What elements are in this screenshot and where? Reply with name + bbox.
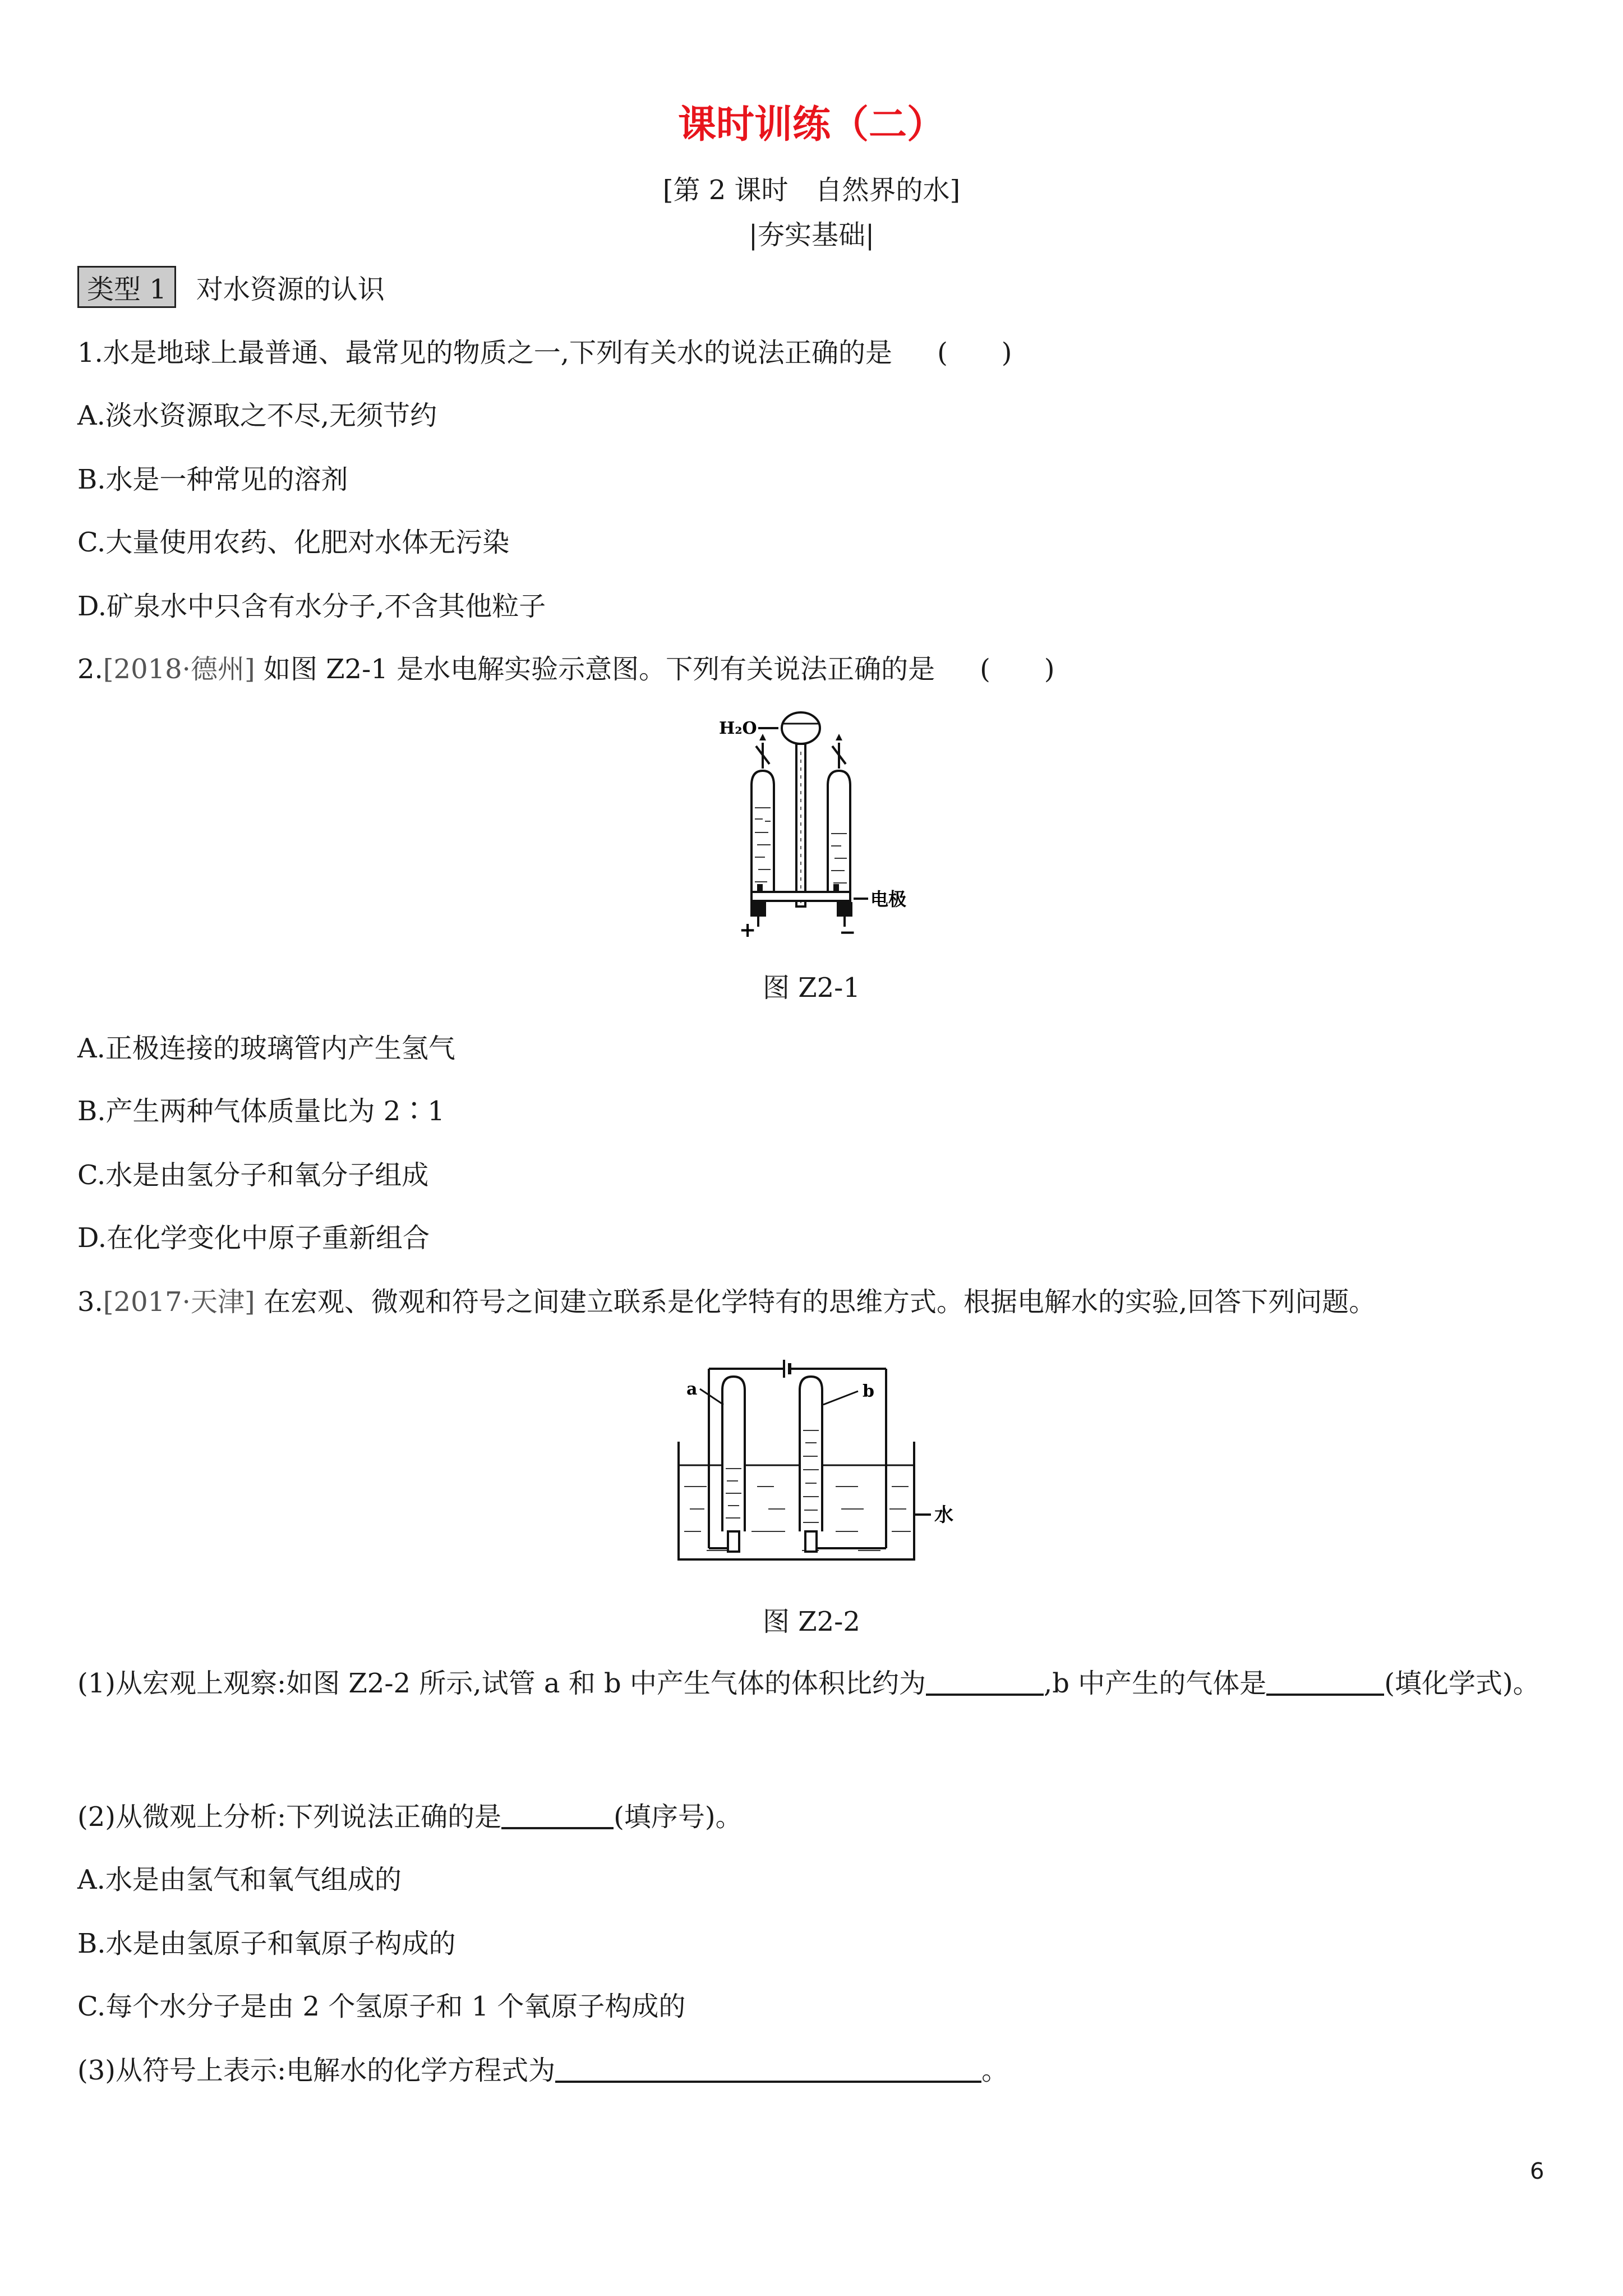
question-2-option-a: A.正极连接的玻璃管内产生氢气 xyxy=(77,1033,455,1064)
lesson-subtitle: [第 2 课时 自然界的水] xyxy=(662,174,961,206)
right-stopcock-tip xyxy=(836,734,842,740)
label-a-pointer xyxy=(700,1389,723,1405)
test-tube-b xyxy=(800,1377,822,1531)
figure-plus-label: + xyxy=(739,918,757,942)
question-1-stem xyxy=(77,331,1012,370)
water-trough xyxy=(679,1442,914,1559)
part-1-blank-ratio[interactable] xyxy=(926,1669,1044,1696)
figure-z2-2-caption: 图 Z2-2 xyxy=(763,1606,860,1637)
page-number: 6 xyxy=(1530,2159,1544,2184)
figure-label-b: b xyxy=(863,1382,874,1401)
figure-z2-1-diagram xyxy=(707,701,920,948)
question-3-part-3 xyxy=(77,2049,1008,2087)
question-3-stem xyxy=(77,1280,1376,1319)
question-2-number: 2. xyxy=(77,654,103,685)
figure-electrode-label: 电极 xyxy=(870,889,907,910)
part-3-text-b: 。 xyxy=(981,2055,1009,2086)
question-2-option-b: B.产生两种气体质量比为 2∶1 xyxy=(77,1096,445,1127)
figure-minus-label: − xyxy=(839,921,856,944)
right-electrode-top xyxy=(833,884,839,892)
electrode-a xyxy=(728,1531,739,1552)
figure-water-label: 水 xyxy=(934,1504,953,1526)
part-3-blank-equation[interactable] xyxy=(555,2056,981,2083)
electrode-b xyxy=(805,1531,817,1552)
type-label: 对水资源的认识 xyxy=(196,274,385,305)
part-1-blank-gas[interactable] xyxy=(1266,1669,1384,1696)
type-tag: 类型 1 xyxy=(77,266,176,308)
reservoir-bulb xyxy=(782,712,820,744)
question-3-text: 在宏观、微观和符号之间建立联系是化学特有的思维方式。根据电解水的实验,回答下列问题。 xyxy=(263,1286,1376,1318)
type-heading xyxy=(77,266,385,308)
left-electrode-top xyxy=(757,884,763,892)
part-2-option-c: C.每个水分子是由 2 个氢原子和 1 个氧原子构成的 xyxy=(77,1991,686,2022)
question-1-option-a: A.淡水资源取之不尽,无须节约 xyxy=(77,400,437,431)
part-1-text-a: (1)从宏观上观察:如图 Z2-2 所示,试管 a 和 b 中产生气体的体积比约为 xyxy=(77,1668,926,1699)
question-3-number: 3. xyxy=(77,1286,103,1318)
left-stopcock-tip xyxy=(759,734,766,740)
part-2-option-a: A.水是由氢气和氧气组成的 xyxy=(77,1864,402,1895)
question-2-answer-paren: ( ) xyxy=(980,654,1055,685)
figure-label-a: a xyxy=(686,1379,698,1399)
left-tube xyxy=(751,771,774,892)
question-3-part-1 xyxy=(77,1662,1540,1700)
section-heading: |夯实基础| xyxy=(748,219,875,251)
question-3-source: [2017·天津] xyxy=(103,1286,255,1318)
figure-z2-2-diagram xyxy=(673,1346,965,1582)
question-2-stem xyxy=(77,647,1055,686)
question-3-part-2 xyxy=(77,1795,743,1834)
figure-h2o-label: H₂O xyxy=(719,719,757,738)
part-2-option-b: B.水是由氢原子和氧原子构成的 xyxy=(77,1928,456,1959)
test-tube-a xyxy=(722,1377,745,1531)
connecting-tube xyxy=(751,892,850,901)
right-electrode xyxy=(837,902,852,917)
question-1-option-c: C.大量使用农药、化肥对水体无污染 xyxy=(77,527,510,558)
question-2-text: 如图 Z2-1 是水电解实验示意图。下列有关说法正确的是 xyxy=(263,654,935,685)
part-1-text-b: ,b 中产生的气体是 xyxy=(1043,1668,1267,1699)
question-1-answer-paren: ( ) xyxy=(937,337,1012,369)
question-2-option-c: C.水是由氢分子和氧分子组成 xyxy=(77,1159,429,1191)
question-1-option-b: B.水是一种常见的溶剂 xyxy=(77,464,348,495)
trough-water-lines xyxy=(684,1487,911,1550)
question-2-source: [2018·德州] xyxy=(103,654,255,685)
part-2-blank[interactable] xyxy=(501,1802,614,1829)
figure-z2-1-caption: 图 Z2-1 xyxy=(763,972,860,1004)
part-3-text-a: (3)从符号上表示:电解水的化学方程式为 xyxy=(77,2055,556,2086)
part-1-text-c: (填化学式)。 xyxy=(1384,1668,1540,1699)
question-1-option-d: D.矿泉水中只含有水分子,不含其他粒子 xyxy=(77,591,546,622)
part-2-text-b: (填序号)。 xyxy=(614,1801,743,1833)
part-2-text-a: (2)从微观上分析:下列说法正确的是 xyxy=(77,1801,502,1833)
left-electrode xyxy=(750,902,766,917)
right-tube xyxy=(828,771,850,892)
question-2-option-d: D.在化学变化中原子重新组合 xyxy=(77,1222,430,1254)
question-1-text: 1.水是地球上最普通、最常见的物质之一,下列有关水的说法正确的是 xyxy=(77,337,893,369)
page-title: 课时训练（二） xyxy=(677,103,945,147)
label-b-pointer xyxy=(823,1391,858,1405)
